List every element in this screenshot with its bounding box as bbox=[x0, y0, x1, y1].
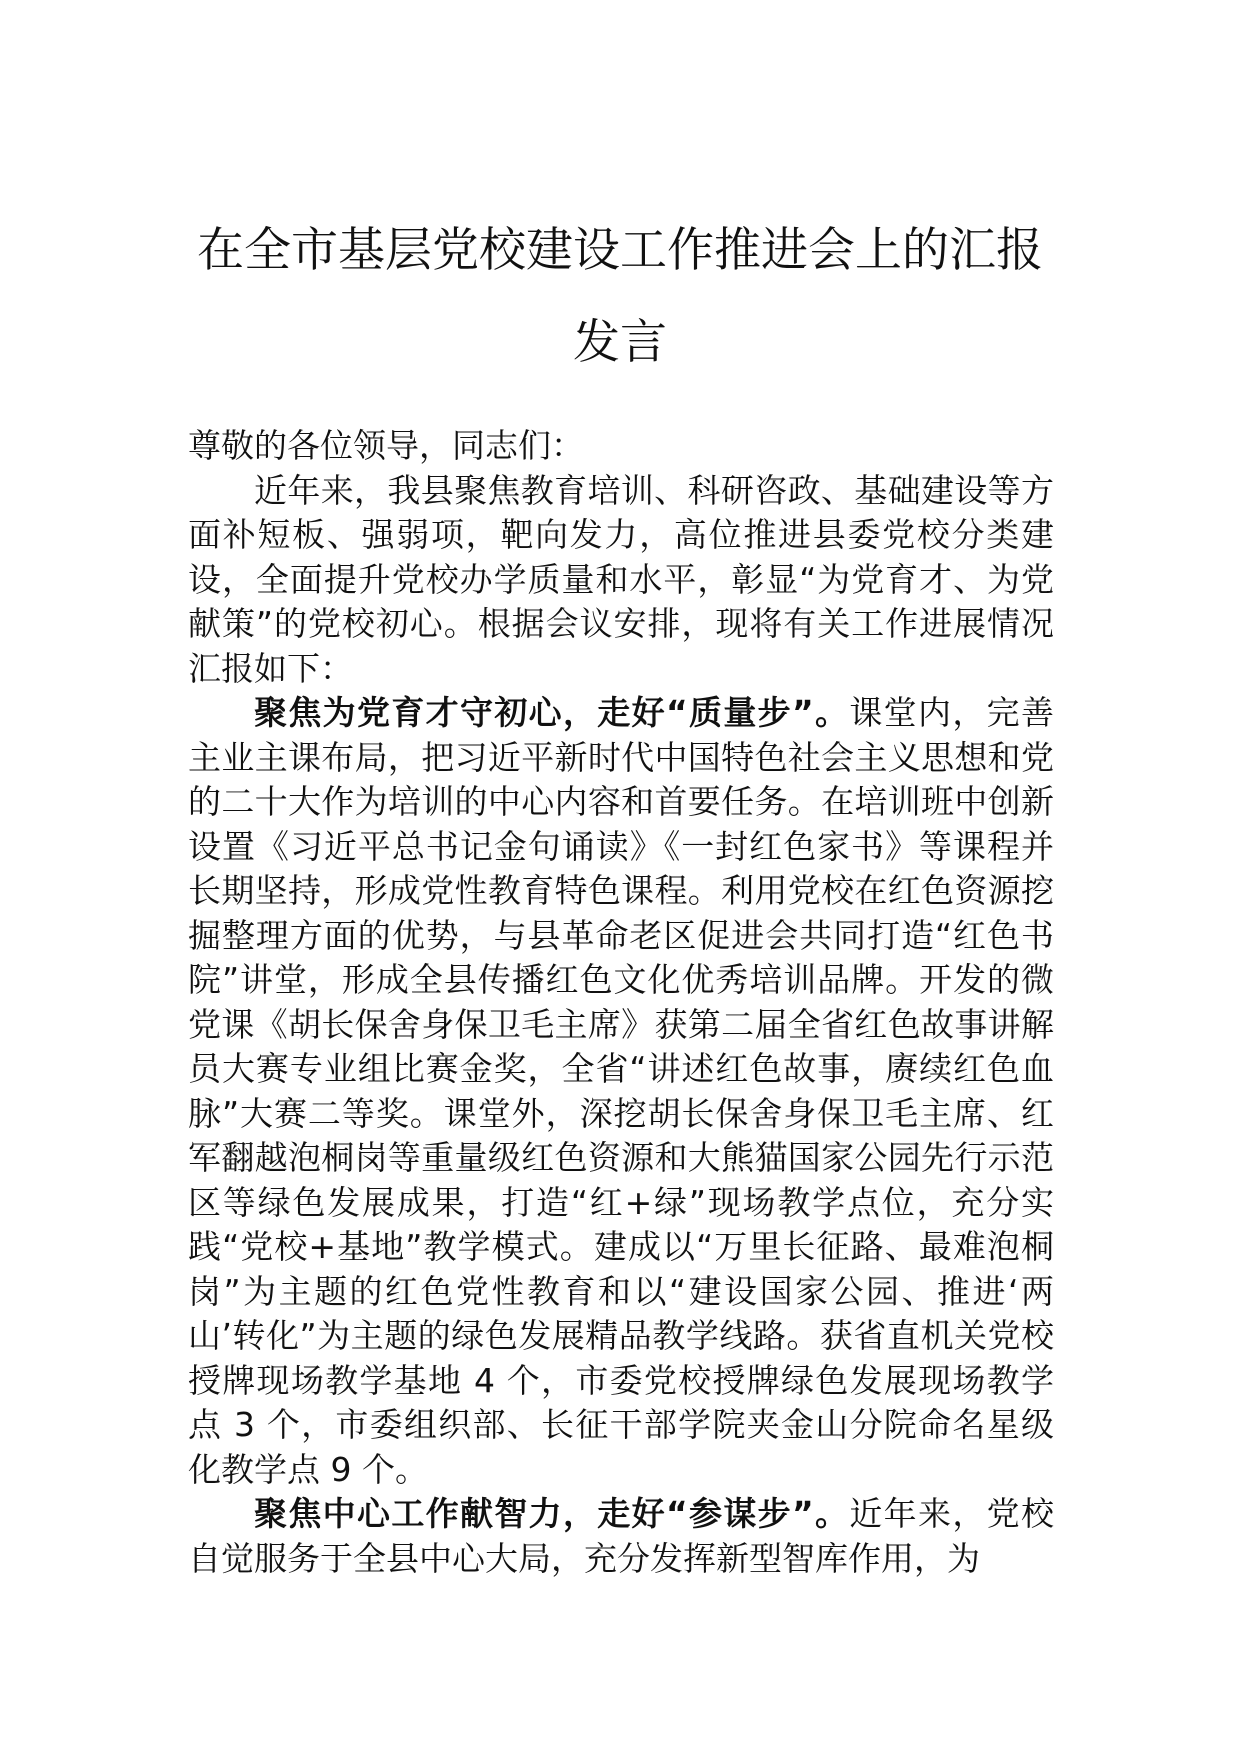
section-paragraph-1 bbox=[188, 691, 1054, 1492]
document-title: 在全市基层党校建设工作推进会上的汇报发言 bbox=[197, 223, 1043, 370]
section-heading-1: 聚焦为党育才守初心，走好“质量步”。 bbox=[254, 693, 850, 732]
section-text-1: 课堂内，完善主业主课布局，把习近平新时代中国特色社会主义思想和党的二十大作为培训的中心内容和首要任务。在培训班中创新设置《习近平总书记金句诵读》《一封红色家书》等课程并长期坚持，形成党性教育特色课程。利用党校在红色资源挖掘整理方面的优势，与县革命老区促进会共同打造“红色书院”讲堂，形成全县传播红色文化优秀培训品牌。开发的微党课《胡长保舍身保卫毛主席》获第二届全省红色故事讲解员大赛专业组比赛金奖，全省“讲述红色故事，赓续红色血脉”大赛二等奖。课堂外，深挖胡长保舍身保卫毛主席、红军翻越泡桐岗等重量级红色资源和大熊猫国家公园先行示范区等绿色发展成果，打造“红+绿”现场教学点位，充分实践“党校+基地”教学模式。建成以“万里长征路、最难泡桐岗”为主题的红色党性教育和以“建设国家公园、推进‘两山’转化”为主题的绿色发展精品教学线路。获省直机关党校授牌现场教学基地 4 个，市委党校授牌绿色发展现场教学点 3 个，市委组织部、长征干部学院夹金山分院命名星级化教学点 9 个。 bbox=[188, 693, 1054, 1489]
section-text-2: 近年来，党校自觉服务于全县中心大局，充分发挥新型智库作用，为 bbox=[188, 1494, 1054, 1578]
document-body bbox=[188, 424, 1054, 1581]
section-heading-2: 聚焦中心工作献智力，走好“参谋步”。 bbox=[254, 1494, 850, 1533]
section-paragraph-2 bbox=[188, 1492, 1054, 1581]
salutation: 尊敬的各位领导，同志们： bbox=[188, 426, 584, 465]
intro-paragraph: 近年来，我县聚焦教育培训、科研咨政、基础建设等方面补短板、强弱项，靶向发力，高位推进县委党校分类建设，全面提升党校办学质量和水平，彰显“为党育才、为党献策”的党校初心。根据会议安排，现将有关工作进展情况汇报如下： bbox=[188, 470, 1054, 688]
